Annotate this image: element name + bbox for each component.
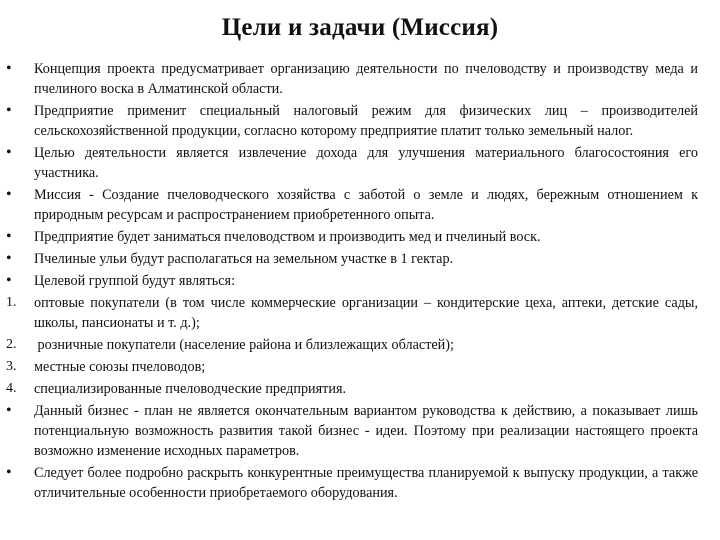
list-item <box>6 59 698 99</box>
list-item-text: Пчелиные ульи будут располагаться на земельном участке в 1 гектар. <box>34 251 454 267</box>
list-item <box>6 335 698 355</box>
list-item-text: Концепция проекта предусматривает организацию деятельности по пчеловодству и производству меда и пчелиного воска в Алматинской области. <box>34 61 698 97</box>
number-marker: 4. <box>6 381 17 396</box>
bullet-marker: • <box>6 144 12 161</box>
bullet-marker: • <box>6 402 12 419</box>
list-item-text: Целевой группой будут являться: <box>34 273 236 289</box>
bullet-marker: • <box>6 250 12 267</box>
slide-title: Цели и задачи (Миссия) <box>221 14 499 41</box>
list-item-text: специализированные пчеловодческие предприятия. <box>34 381 347 397</box>
list-item-text: Миссия - Создание пчеловодческого хозяйства с заботой о земле и людях, бережным отношением к природным ресурсам и распространением приобретенного опыта. <box>34 187 698 223</box>
bullet-marker: • <box>6 228 12 245</box>
list-item-text: розничные покупатели (население района и близлежащих областей); <box>34 337 454 353</box>
list-item <box>6 143 698 183</box>
number-marker: 3. <box>6 359 17 374</box>
bullet-marker: • <box>6 464 12 481</box>
list-item <box>6 463 698 503</box>
list-item-text: Данный бизнес - план не является окончательным вариантом руководства к действию, а показывает лишь потенциальную возможность развития такой бизнес - идеи. Поэтому при реализации настоящего проекта возможно изменение исходных параметров. <box>34 403 698 459</box>
bullet-marker: • <box>6 60 12 77</box>
list-item-text: Целью деятельности является извлечение дохода для улучшения материального благосостояния его участника. <box>34 145 698 181</box>
list-item <box>6 185 698 225</box>
number-marker: 2. <box>6 337 17 352</box>
bullet-list <box>6 59 698 505</box>
list-item-text: Следует более подробно раскрыть конкурентные преимущества планируемой к выпуску продукции, а также отличительные особенности приобретаемого оборудования. <box>34 465 698 501</box>
list-item <box>6 401 698 461</box>
list-item <box>6 357 698 377</box>
list-item <box>6 271 698 291</box>
list-item <box>6 249 698 269</box>
list-item <box>6 227 698 247</box>
number-marker: 1. <box>6 295 17 310</box>
list-item-text: местные союзы пчеловодов; <box>34 359 206 375</box>
bullet-marker: • <box>6 272 12 289</box>
list-item <box>6 379 698 399</box>
list-item <box>6 293 698 333</box>
bullet-marker: • <box>6 186 12 203</box>
bullet-marker: • <box>6 102 12 119</box>
list-item-text: Предприятие будет заниматься пчеловодством и производить мед и пчелиный воск. <box>34 229 541 245</box>
list-item-text: Предприятие применит специальный налоговый режим для физических лиц – производителей сельскохозяйственной продукции, согласно которому предприятие платит только земельный налог. <box>34 103 698 139</box>
list-item-text: оптовые покупатели (в том числе коммерческие организации – кондитерские цеха, аптеки, детские сады, школы, пансионаты и т. д.); <box>34 295 698 331</box>
list-item <box>6 101 698 141</box>
